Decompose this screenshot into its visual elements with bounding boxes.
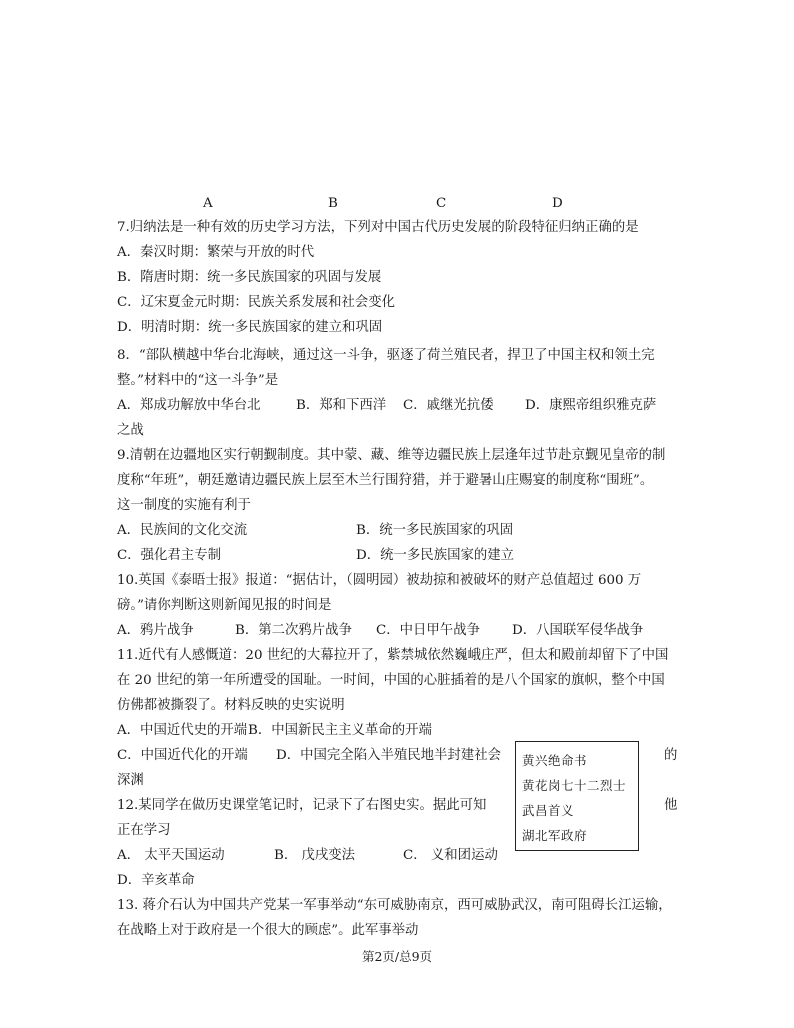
- q12-stem-tail: 他: [664, 798, 678, 813]
- q7-option-c: C．辽宋夏金元时期：民族关系发展和社会变化: [117, 295, 396, 310]
- q9-option-b: B．统一多民族国家的巩固: [356, 523, 514, 538]
- q8-stem-line2: 整。”材料中的“这一斗争”是: [117, 373, 279, 388]
- q12-option-d: D．辛亥革命: [117, 873, 195, 888]
- image-choice-c: C: [436, 196, 447, 211]
- q8-option-a: A．郑成功解放中华台北: [117, 398, 261, 413]
- q12-note-item: 黄兴绝命书: [522, 753, 588, 768]
- q9-option-a: A．民族间的文化交流: [117, 523, 248, 538]
- q9-stem-line2: 度称“年班”，朝廷邀请边疆民族上层至木兰行围狩猎，并于避暑山庄赐宴的制度称“围班”。: [117, 473, 654, 488]
- q7-option-a: A．秦汉时期：繁荣与开放的时代: [117, 245, 315, 260]
- q8-option-d-cont: 之战: [117, 423, 144, 438]
- q9-option-d: D．统一多民族国家的建立: [356, 548, 515, 563]
- q10-option-b: B．第二次鸦片战争: [235, 623, 352, 638]
- q11-option-c: C．中国近代化的开端: [117, 748, 248, 763]
- q9-stem-line1: 9.清朝在边疆地区实行朝觐制度。其中蒙、藏、维等边疆民族上层逢年过节赴京觐见皇帝的制: [117, 448, 666, 463]
- q9-stem-line3: 这一制度的实施有利于: [117, 498, 251, 513]
- q12-option-c: C． 义和团运动: [403, 848, 498, 863]
- q10-stem-line1: 10.英国《泰晤士报》报道：“据估计，（圆明园）被劫掠和被破坏的财产总值超过 600 万: [117, 573, 642, 588]
- q11-option-b: B．中国新民主主义革命的开端: [248, 723, 432, 738]
- q8-option-d: D．康熙帝组织雅克萨: [525, 398, 657, 413]
- q11-stem-line3: 仿佛都被撕裂了。材料反映的史实说明: [117, 698, 345, 713]
- q13-stem-line1: 13. 蒋介石认为中国共产党某一军事举动“东可威胁南京，西可威胁武汉，南可阻碍长江运输，: [117, 898, 672, 913]
- q7-option-d: D．明清时期：统一多民族国家的建立和巩固: [117, 320, 383, 335]
- q7-stem: 7.归纳法是一种有效的历史学习方法，下列对中国古代历史发展的阶段特征归纳正确的是: [117, 220, 639, 235]
- q8-option-b: B．郑和下西洋: [296, 398, 387, 413]
- q11-option-d: D．中国完全陷入半殖民地半封建社会: [276, 748, 501, 763]
- image-choice-b: B: [328, 196, 338, 211]
- q13-stem-line2: 在战略上对于政府是一个很大的顾虑”。此军事举动: [117, 923, 419, 938]
- q11-stem-line2: 在 20 世纪的第一年所遭受的国耻。一时间，中国的心脏插着的是八个国家的旗帜，整个中国: [117, 673, 665, 688]
- q12-note-item: 湖北军政府: [522, 828, 588, 843]
- q9-option-c: C．强化君主专制: [117, 548, 221, 563]
- q11-option-d-tail: 的: [664, 748, 678, 763]
- q10-stem-line2: 磅。”请你判断这则新闻见报的时间是: [117, 598, 332, 613]
- q10-option-a: A．鸦片战争: [117, 623, 194, 638]
- q10-option-c: C．中日甲午战争: [376, 623, 480, 638]
- q11-option-d-cont: 深渊: [117, 773, 144, 788]
- q12-stem-line2: 正在学习: [117, 823, 171, 838]
- image-choice-a: A: [203, 196, 213, 211]
- q12-option-b: B． 戊戌变法: [274, 848, 356, 863]
- q7-option-b: B．隋唐时期：统一多民族国家的巩固与发展: [117, 270, 382, 285]
- q11-stem-line1: 11.近代有人感慨道：20 世纪的大幕拉开了，紫禁城依然巍峨庄严，但太和殿前却留下了中国: [117, 648, 669, 663]
- q8-option-c: C．戚继光抗倭: [403, 398, 494, 413]
- q8-stem-line1: 8．“部队横越中华台北海峡，通过这一斗争，驱逐了荷兰殖民者，捍卫了中国主权和领土完: [117, 348, 655, 363]
- q12-notes-box: [515, 741, 639, 851]
- image-choice-d: D: [552, 196, 563, 211]
- q12-note-item: 黄花岗七十二烈士: [522, 778, 627, 793]
- q12-stem-line1: 12.某同学在做历史课堂笔记时，记录下了右图史实。据此可知: [117, 798, 487, 813]
- page-footer: 第2页/总9页: [361, 949, 433, 964]
- q10-option-d: D．八国联军侵华战争: [512, 623, 644, 638]
- q12-note-item: 武昌首义: [522, 803, 575, 818]
- q12-option-a: A． 太平天国运动: [117, 848, 225, 863]
- q11-option-a: A．中国近代史的开端: [117, 723, 248, 738]
